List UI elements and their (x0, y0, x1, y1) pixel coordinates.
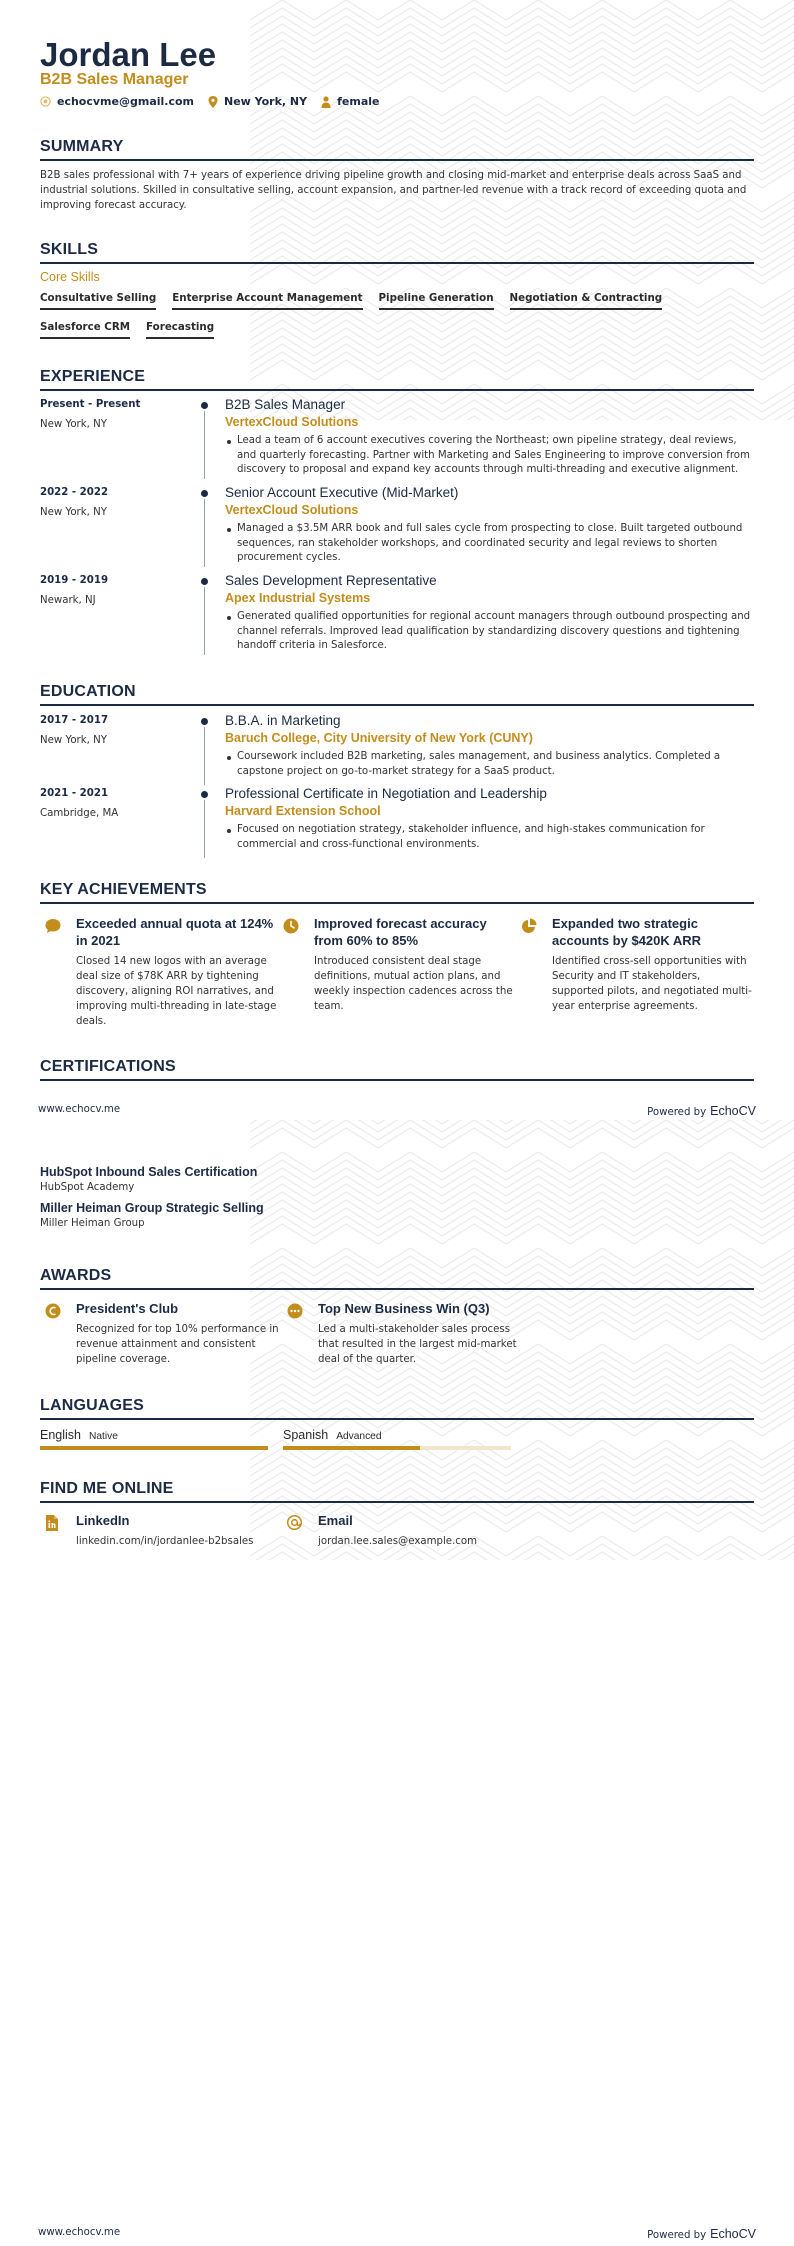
achievement-title: Improved forecast accuracy from 60% to 85% (314, 916, 487, 948)
entry-org: Baruch College, City University of New York (CUNY) (225, 731, 533, 745)
entry-body (225, 397, 754, 478)
entry-location: New York, NY (40, 735, 107, 746)
language-level: Advanced (336, 1431, 382, 1442)
timeline-line (204, 727, 205, 785)
online-item-linkedin[interactable] (40, 1513, 282, 1547)
certifications-section (40, 1058, 754, 1081)
language-level: Native (89, 1431, 118, 1442)
footer-powered (647, 1104, 756, 1118)
entry-location: Newark, NJ (40, 595, 96, 606)
online-label: LinkedIn (76, 1513, 130, 1528)
location-text: New York, NY (224, 95, 308, 108)
award-title: Top New Business Win (Q3) (318, 1301, 490, 1316)
online-value[interactable]: linkedin.com/in/jordanlee-b2bsales (76, 1536, 254, 1547)
ellipsis-icon (286, 1302, 304, 1320)
timeline-line (204, 587, 205, 655)
achievement-description: Identified cross-sell opportunities with Security and IT stakeholders, supported pilots, and negotiated multi-year enterprise agreements. (552, 956, 752, 1012)
timeline-line (204, 800, 205, 858)
contact-location (208, 95, 307, 108)
entry-org: Apex Industrial Systems (225, 591, 371, 605)
footer-brand[interactable]: EchoCV (710, 2227, 756, 2241)
achievement-card (40, 915, 278, 1029)
timeline-dot (201, 402, 208, 409)
entry-org: VertexCloud Solutions (225, 415, 359, 429)
skill-tag: Pipeline Generation (379, 289, 494, 310)
gender-text: female (337, 95, 380, 108)
page-footer (38, 1104, 756, 1118)
entry-org: Harvard Extension School (225, 804, 381, 818)
online-list (40, 1513, 754, 1547)
entry-description: Lead a team of 6 account executives covering the Northeast; own pipeline strategy, deal reviews, and quarterly forecasting. Partner with Marketing and Sales Engineering to improve conversion from discovery to proposal and expand key accounts through multi-threading and executive alignment. (225, 434, 754, 478)
achievements-list (40, 915, 754, 1029)
contact-gender (321, 95, 379, 108)
entry-description: Managed a $3.5M ARR book and full sales cycle from prospecting to close. Built targeted outbound sequences, ran stakeholder workshops, and coordinated security and legal reviews to shorten procurement cycles. (225, 522, 754, 566)
skills-title: SKILLS (40, 241, 754, 264)
awards-section (40, 1267, 754, 1290)
skill-tag: Negotiation & Contracting (510, 289, 663, 310)
entry-title: Sales Development Representative (225, 573, 437, 588)
footer-brand[interactable]: EchoCV (710, 1104, 756, 1118)
timeline-dot (201, 791, 208, 798)
linkedin-icon (44, 1514, 60, 1532)
skills-group-label: Core Skills (40, 270, 100, 284)
experience-title: EXPERIENCE (40, 368, 754, 391)
summary-text: B2B sales professional with 7+ years of experience driving pipeline growth and closing mid-market and enterprise deals across SaaS and industrial solutions. Skilled in consultative selling, account expansion, and partner-led revenue with a track record of exceeding quota and improving forecast accuracy. (40, 170, 747, 211)
certification-title: Miller Heiman Group Strategic Selling (40, 1201, 264, 1215)
awards-title: AWARDS (40, 1267, 754, 1290)
footer-powered (647, 2227, 756, 2241)
entry-date: 2019 - 2019 (40, 575, 109, 586)
award-description: Led a multi-stakeholder sales process that resulted in the largest mid-market deal of the quarter. (318, 1324, 517, 1365)
coin-icon (44, 1302, 62, 1320)
language-bar (40, 1446, 268, 1450)
skill-tag: Enterprise Account Management (172, 289, 362, 310)
skill-tag: Consultative Selling (40, 289, 156, 310)
footer-powered-text: Powered by (647, 2230, 707, 2241)
achievements-title: KEY ACHIEVEMENTS (40, 881, 754, 904)
award-card (40, 1300, 282, 1367)
clock-icon (282, 917, 300, 935)
skills-list (40, 289, 754, 347)
language-bar (283, 1446, 511, 1450)
achievement-description: Introduced consistent deal stage definitions, mutual action plans, and weekly inspection cadences across the team. (314, 956, 513, 1012)
skills-section (40, 241, 754, 347)
entry-date: 2017 - 2017 (40, 715, 109, 726)
footer-site[interactable]: www.echocv.me (38, 1104, 121, 1115)
education-title: EDUCATION (40, 683, 754, 706)
award-title: President's Club (76, 1301, 179, 1316)
achievements-section (40, 881, 754, 904)
entry-title: Senior Account Executive (Mid-Market) (225, 485, 459, 500)
entry-title: Professional Certificate in Negotiation and Leadership (225, 786, 547, 801)
timeline-line (204, 499, 205, 567)
pie-chart-icon (520, 917, 538, 935)
entry-date: 2022 - 2022 (40, 487, 109, 498)
entry-body (225, 485, 754, 566)
achievement-description: Closed 14 new logos with an average deal size of $78K ARR by tightening discovery, aligning ROI narratives, and improving multi-threading in late-stage deals. (76, 956, 277, 1027)
skill-tag: Forecasting (146, 318, 214, 339)
timeline-dot (201, 578, 208, 585)
location-pin-icon (208, 96, 218, 108)
email-text: echocvme@gmail.com (57, 95, 195, 108)
entry-org: VertexCloud Solutions (225, 503, 359, 517)
certification-item (40, 1201, 754, 1229)
person-icon (321, 96, 331, 108)
certifications-list (40, 1165, 754, 1229)
timeline-line (204, 411, 205, 479)
candidate-name: Jordan Lee (40, 36, 217, 73)
entry-description: Coursework included B2B marketing, sales management, and business analytics. Completed a capstone project on go-to-market strategy for a SaaS product. (225, 750, 754, 779)
award-card (282, 1300, 524, 1367)
summary-section (40, 138, 754, 213)
skill-tag: Salesforce CRM (40, 318, 130, 339)
achievement-card (278, 915, 516, 1029)
entry-date: 2021 - 2021 (40, 788, 109, 799)
language-name: Spanish (283, 1428, 329, 1442)
education-section (40, 683, 754, 706)
entry-location: New York, NY (40, 419, 107, 430)
entry-title: B2B Sales Manager (225, 397, 346, 412)
achievement-card (516, 915, 754, 1029)
candidate-role: B2B Sales Manager (40, 71, 189, 88)
entry-body (225, 713, 754, 779)
contact-row (40, 95, 393, 108)
language-item (40, 1428, 268, 1450)
certification-org: Miller Heiman Group (40, 1218, 145, 1229)
certification-title: HubSpot Inbound Sales Certification (40, 1165, 258, 1179)
certifications-title: CERTIFICATIONS (40, 1058, 754, 1081)
email-icon (286, 1514, 303, 1531)
at-icon (40, 96, 51, 107)
entry-body (225, 573, 754, 654)
online-section (40, 1480, 754, 1503)
language-item (283, 1428, 511, 1450)
online-label: Email (318, 1513, 353, 1528)
languages-title: LANGUAGES (40, 1397, 754, 1420)
entry-title: B.B.A. in Marketing (225, 713, 341, 728)
online-value[interactable]: jordan.lee.sales@example.com (318, 1536, 478, 1547)
achievement-title: Exceeded annual quota at 124% in 2021 (76, 916, 274, 948)
entry-date: Present - Present (40, 399, 141, 410)
entry-location: Cambridge, MA (40, 808, 119, 819)
online-title: FIND ME ONLINE (40, 1480, 754, 1503)
language-name: English (40, 1428, 81, 1442)
chat-bubble-icon (44, 917, 62, 935)
certification-item (40, 1165, 754, 1193)
awards-list (40, 1300, 754, 1367)
entry-description: Focused on negotiation strategy, stakeholder influence, and high-stakes communication for commercial and cross-functional environments. (225, 823, 754, 852)
page-footer (38, 2227, 756, 2241)
footer-site[interactable]: www.echocv.me (38, 2227, 121, 2238)
entry-location: New York, NY (40, 507, 107, 518)
experience-section (40, 368, 754, 391)
achievement-title: Expanded two strategic accounts by $420K ARR (552, 916, 702, 948)
timeline-dot (201, 490, 208, 497)
entry-description: Generated qualified opportunities for regional account managers through outbound prospecting and channel referrals. Improved lead qualification by standardizing discovery questions and tightening handoff criteria in Salesforce. (225, 610, 754, 654)
language-bar-fill (283, 1446, 420, 1450)
contact-email[interactable] (40, 95, 194, 108)
award-description: Recognized for top 10% performance in revenue attainment and consistent pipeline coverage. (76, 1324, 279, 1365)
online-item-email[interactable] (282, 1513, 524, 1547)
summary-title: SUMMARY (40, 138, 754, 161)
language-bar-fill (40, 1446, 268, 1450)
languages-section (40, 1397, 754, 1420)
entry-body (225, 786, 754, 852)
certification-org: HubSpot Academy (40, 1182, 135, 1193)
footer-powered-text: Powered by (647, 1107, 707, 1118)
timeline-dot (201, 718, 208, 725)
